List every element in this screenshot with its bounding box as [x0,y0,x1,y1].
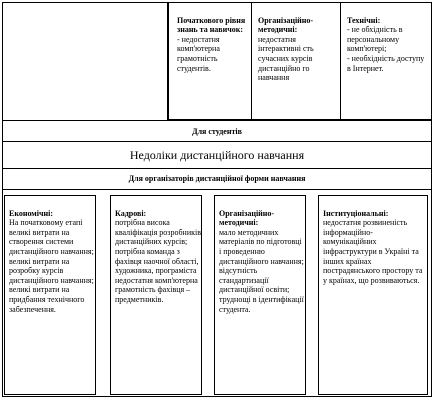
personnel-box [110,195,202,395]
level-knowledge-body: - недостатня комп'ютерна грамотність студентів. [177,34,220,73]
for-students-label: Для студентів [192,127,242,136]
for-organizers-label: Для організаторів дистанційної форми навчання [128,174,306,183]
org-method-bottom-title: Організаційно-методичні: [219,208,275,228]
main-title: Недоліки дистанційного навчання [129,148,305,162]
technical-title: Технічні: [347,15,381,25]
personnel-title: Кадрові: [115,208,147,218]
institutional-title: Інституціональні: [323,208,389,218]
institutional-box [318,195,428,395]
personnel-body: потрібна висока кваліфікація розробників дистанційних курсів; потрібна команда з фахівця наочної області, художника, програміста недостатня комп'ютерна грамотність фахівця – предметників. [115,218,201,304]
divider-title [2,168,432,169]
org-method-bottom-body: мало методичних матеріалів по підготовці і проведенню дистанційного навчання; відсутність стандартизації дистанційної освіти; труднощі в ідентифікації студента. [219,227,304,314]
institutional-body: недостатня розвиненість інформаційно-комунікаційних інфраструктури в Україні та інших країнах пострадянського простору та у країнах, що розвиваються. [323,218,423,285]
divider-top [2,120,432,121]
level-knowledge-title: Початкового рівня знань та навичок: [177,15,246,35]
org-method-top-body: недостатня інтерактивні сть сучасних курсів дистанційно го навчання [258,34,314,83]
divider-organizers [2,189,432,190]
economic-title: Економічні: [9,208,53,218]
economic-body: На початковому етапі великі витрати на створення системи дистанційного навчання; великі витрати на розробку курсів дистанційного навчання; великі витрати на придбання технічного забезпечення. [9,218,94,314]
divider-students [2,141,432,142]
org-method-top-title: Організаційно-методичні: [258,15,314,35]
org-method-bottom-box [214,195,306,395]
technical-body: - не обхідність в персональному комп'ютері; - необхідність доступу в Інтернет. [347,25,425,73]
economic-box [4,195,96,395]
